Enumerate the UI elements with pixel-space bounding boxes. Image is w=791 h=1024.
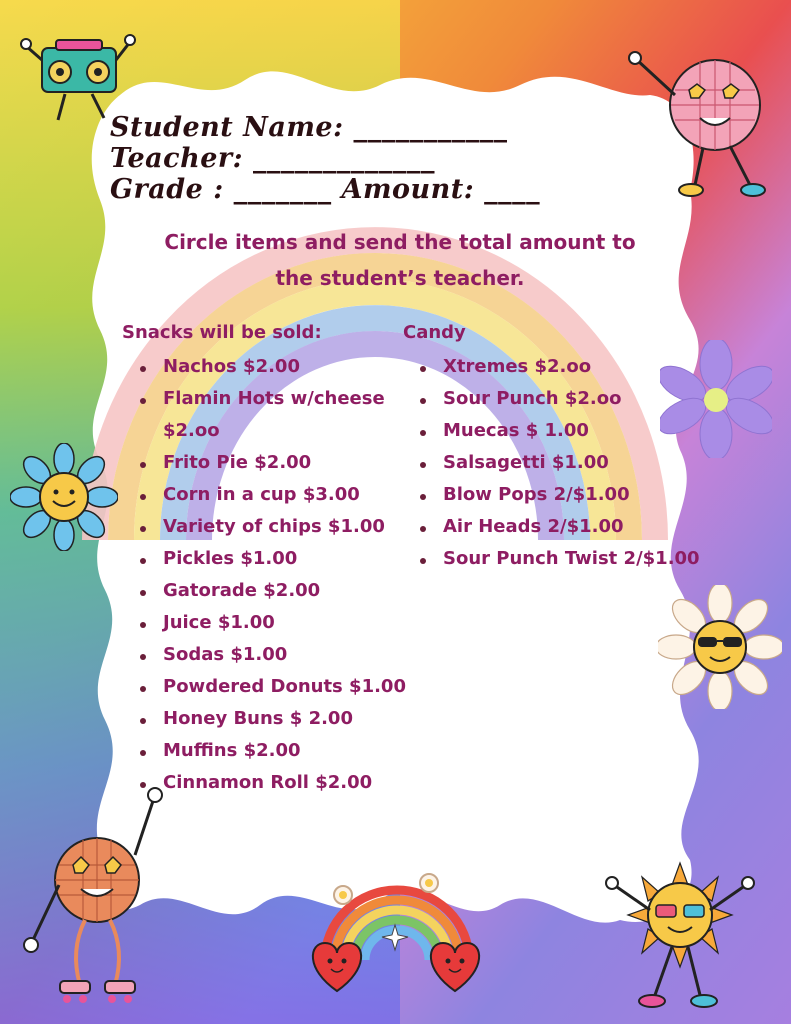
snack-item: Muffins $2.00 [139, 735, 406, 767]
snack-item: Powdered Donuts $1.00 [139, 671, 406, 703]
candy-item: Muecas $ 1.00 [419, 415, 700, 447]
candy-item: Sour Punch $2.oo [419, 383, 700, 415]
candy-item: Blow Pops 2/$1.00 [419, 479, 700, 511]
snack-item: Corn in a cup $3.00 [139, 479, 406, 511]
snacks-heading: Snacks will be sold: [122, 322, 322, 343]
candy-item: Air Heads 2/$1.00 [419, 511, 700, 543]
snack-item: Sodas $1.00 [139, 639, 406, 671]
boombox-icon [20, 20, 140, 130]
candy-item: Salsagetti $1.00 [419, 447, 700, 479]
candy-item: Sour Punch Twist 2/$1.00 [419, 543, 700, 575]
smiley-flower-icon [10, 443, 118, 551]
snack-item: Gatorade $2.00 [139, 575, 406, 607]
student-name-line: Student Name: ___________ [110, 112, 508, 143]
candy-item: Xtremes $2.oo [419, 351, 700, 383]
snack-item: Honey Buns $ 2.00 [139, 703, 406, 735]
candy-heading: Candy [403, 322, 466, 343]
snack-item: Cinnamon Roll $2.00 [139, 767, 406, 799]
snacks-list [139, 351, 406, 799]
rainbow-icon [295, 865, 500, 995]
sun-icon [600, 855, 760, 1015]
grade-amount-line: Grade : _______ Amount: ____ [110, 174, 541, 205]
snack-item-continued: $2.oo [163, 420, 220, 441]
instructions-line-1: Circle items and send the total amount to [164, 230, 636, 254]
snack-item: Variety of chips $1.00 [139, 511, 406, 543]
snack-item: Nachos $2.00 [139, 351, 406, 383]
disco-dancer-icon [15, 785, 175, 1010]
snack-item: Juice $1.00 [139, 607, 406, 639]
snack-item: Flamin Hots w/cheese [139, 383, 406, 415]
heart-icon [313, 943, 361, 991]
snack-item: Frito Pie $2.00 [139, 447, 406, 479]
flower-icon [660, 340, 772, 458]
instructions-line-2: the student’s teacher. [275, 266, 525, 290]
teacher-line: Teacher: _____________ [110, 143, 436, 174]
sunglasses-flower-icon [658, 585, 782, 709]
disco-ball-icon [625, 40, 775, 200]
snack-item: Pickles $1.00 [139, 543, 406, 575]
heart-icon [431, 943, 479, 991]
candy-list [419, 351, 700, 575]
